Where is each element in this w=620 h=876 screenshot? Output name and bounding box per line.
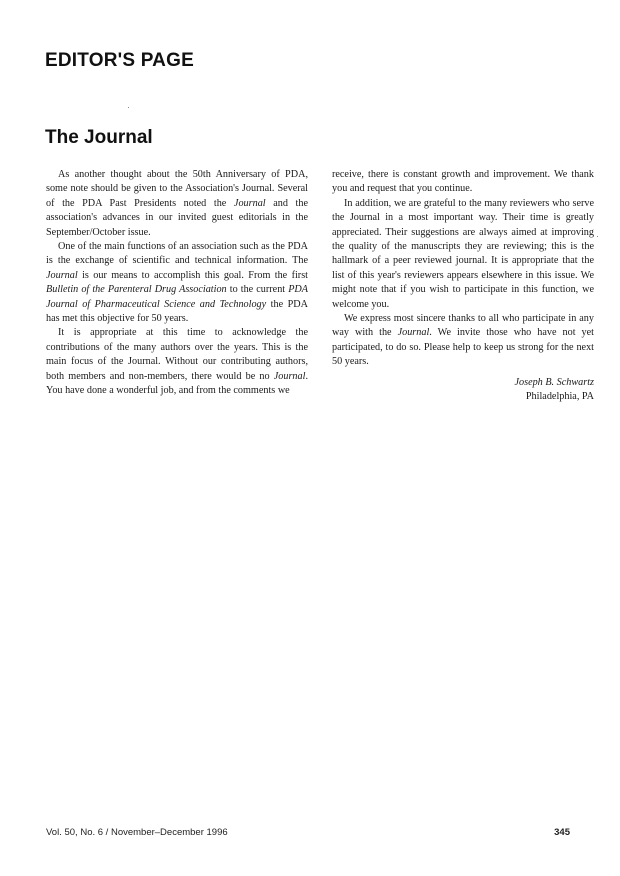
page-number: 345 [554, 827, 570, 838]
author-location: Philadelphia, PA [525, 391, 594, 403]
footer-citation: Vol. 50, No. 6 / November–December 1996 [46, 827, 228, 838]
paragraph: receive, there is constant growth and improvement. We thank you and request that you continue. [332, 169, 594, 195]
signature [332, 376, 594, 405]
author-name: Joseph B. Schwartz [514, 376, 594, 388]
paragraph: One of the main functions of an association such as the PDA is the exchange of scientific and technical information. The Journal is our means to accomplish this goal. From the first Bulletin of the Parenteral Drug Association to the current PDA Journal of Pharmaceutical Science and Technology the PDA has met this objective for 50 years. [46, 241, 309, 325]
scan-speck [597, 236, 598, 237]
paragraph: As another thought about the 50th Anniversary of PDA, some note should be given to the Association's Journal. Several of the PDA Past Presidents noted the Journal and the association's advances in our invited guest editorials in the September/October issue. [46, 169, 308, 238]
article-title: The Journal [45, 127, 153, 148]
left-column [46, 168, 308, 399]
scan-speck [128, 107, 129, 108]
right-column [332, 168, 594, 405]
paragraph: We express most sincere thanks to all who participate in any way with the Journal. We invite those who have not yet participated, to do so. Please help to keep us strong for the next 50 years. [332, 313, 594, 368]
paragraph: In addition, we are grateful to the many reviewers who serve the Journal in a most important way. Their time is greatly appreciated. Their suggestions are always aimed at improving the quality of the manuscripts they are reviewing; this is the hallmark of a peer reviewed journal. It is appropriate that the list of this year's reviewers appears elsewhere in this issue. We might note that if you wish to participate in this function, we welcome you. [332, 197, 594, 310]
paragraph: It is appropriate at this time to acknowledge the contributions of the many authors over the years. This is the main focus of the Journal. Without our contributing authors, both members and non-members, there would be no Journal. You have done a wonderful job, and from the comments we [46, 327, 308, 397]
section-label: EDITOR'S PAGE [45, 50, 194, 71]
